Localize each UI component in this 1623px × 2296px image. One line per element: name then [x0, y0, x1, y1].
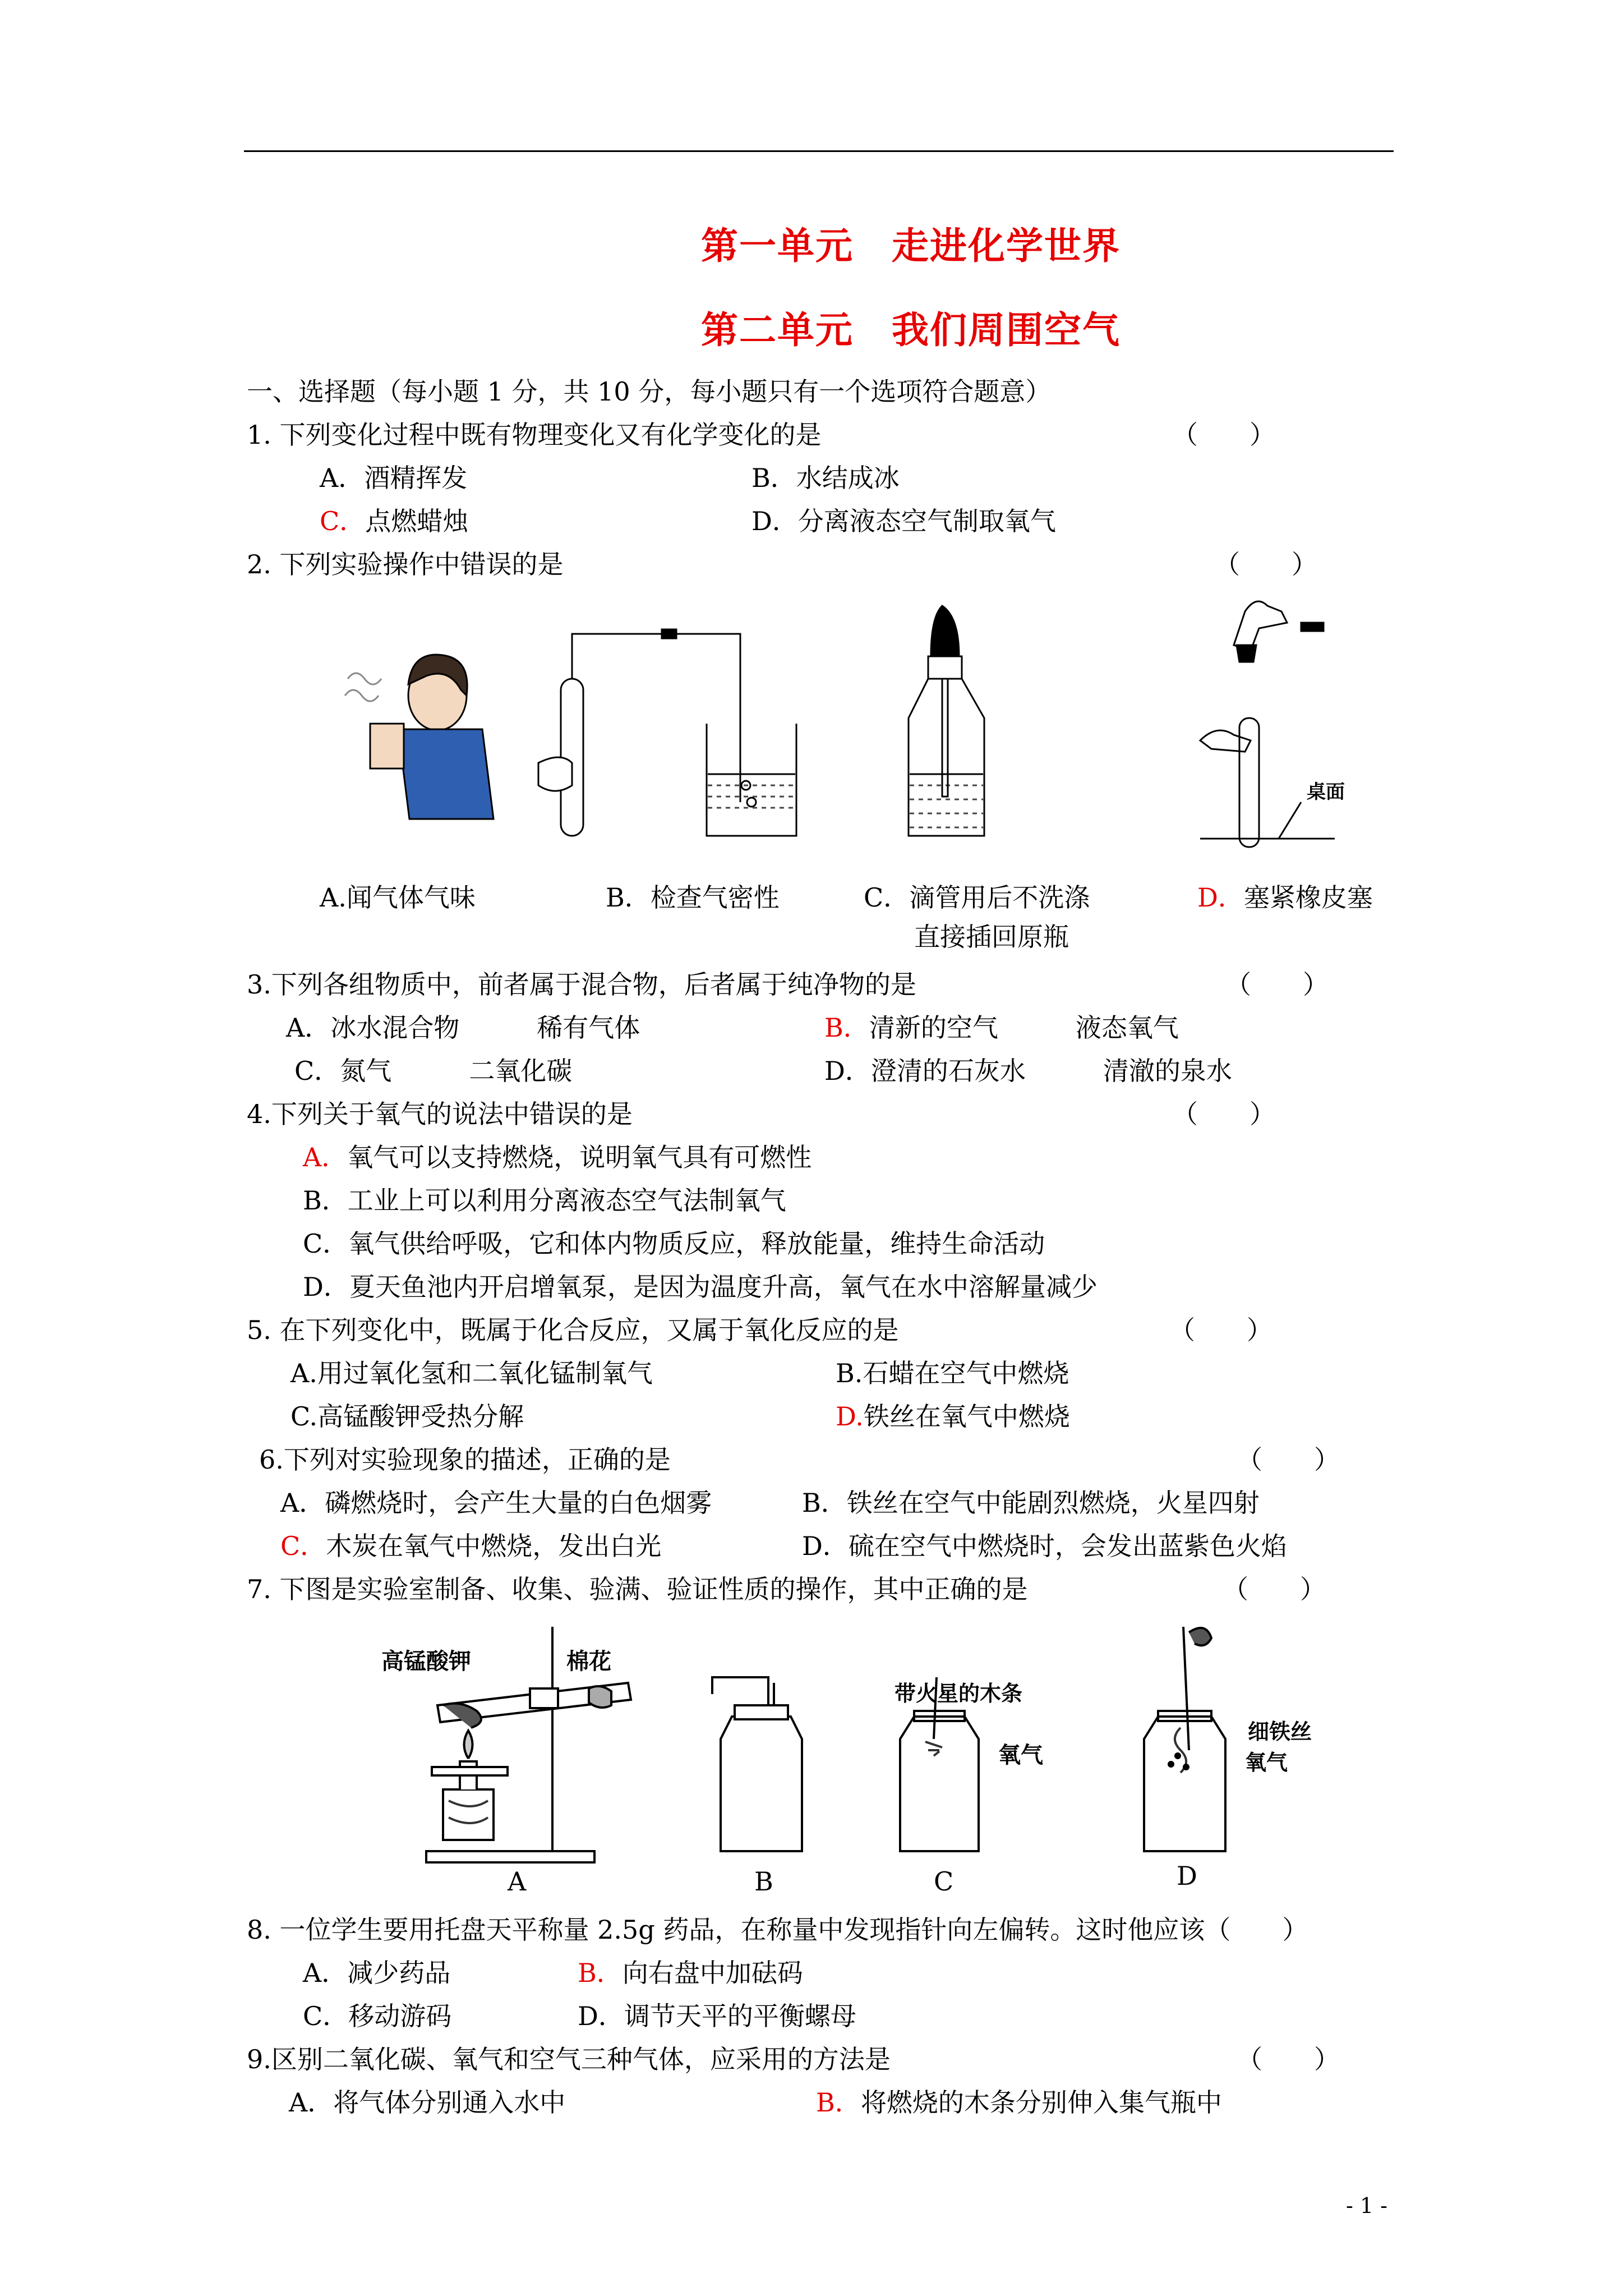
q1-answer-paren: （ ） [1172, 420, 1275, 450]
q2-option-d-mark: D． [1197, 882, 1244, 913]
q7-fig-b-bottle [712, 1677, 802, 1851]
q4-answer-paren: （ ） [1172, 1099, 1275, 1129]
q5-option-d [836, 1400, 1070, 1433]
q2-fig-desk-label: 桌面 [1307, 781, 1345, 803]
q8-option-d: D．调节天平的平衡螺母 [578, 2001, 856, 2031]
q4-option-b: B．工业上可以利用分离液态空气法制氧气 [303, 1185, 786, 1216]
q9-answer-paren: （ ） [1237, 2044, 1340, 2074]
q4-option-c: C．氧气供给呼吸，它和体内物质反应，释放能量，维持生命活动 [303, 1228, 1045, 1259]
q7-fig-splint-label: 带火星的木条 [895, 1681, 1023, 1706]
q1-option-c [320, 504, 468, 538]
q3-answer-paren: （ ） [1225, 969, 1329, 1000]
q5-option-d-mark: D. [836, 1401, 864, 1432]
q6-option-d: D．硫在空气中燃烧时，会发出蓝紫色火焰 [802, 1531, 1287, 1561]
q7-fig-wire-label: 细铁丝 [1248, 1719, 1312, 1744]
q7-fig-cotton-label: 棉花 [566, 1649, 611, 1674]
q3-option-c: C．氮气 二氧化碳 [294, 1056, 573, 1086]
q4-option-d: D．夏天鱼池内开启增氧泵，是因为温度升高，氧气在水中溶解量减少 [303, 1272, 1098, 1302]
q1-option-d: D．分离液态空气制取氧气 [751, 506, 1056, 536]
q8-option-b [578, 1956, 803, 1990]
q7-fig-o2-label: 氧气 [998, 1742, 1043, 1768]
q7-stem: 7. 下图是实验室制备、收集、验满、验证性质的操作，其中正确的是 [247, 1574, 1028, 1604]
q4-option-a [303, 1140, 811, 1174]
q1-option-c-mark: C． [320, 506, 366, 536]
header-rule [244, 150, 1394, 152]
q5-option-b: B.石蜡在空气中燃烧 [836, 1358, 1069, 1388]
q6-option-a: A．磷燃烧时，会产生大量的白色烟雾 [280, 1488, 712, 1518]
q4-stem: 4.下列关于氧气的说法中错误的是 [247, 1099, 633, 1129]
q7-answer-paren: （ ） [1223, 1574, 1326, 1604]
q2-option-c-line1: C．滴管用后不洗涤 [864, 882, 1090, 913]
q1-stem: 1. 下列变化过程中既有物理变化又有化学变化的是 [247, 420, 822, 450]
q3-option-a: A．冰水混合物 稀有气体 [286, 1013, 640, 1043]
q8-option-c: C．移动游码 [303, 2001, 452, 2031]
section-heading: 一、选择题（每小题 1 分，共 10 分，每小题只有一个选项符合题意） [247, 376, 1052, 407]
q7-fig-d-iron-wire [1144, 1627, 1225, 1851]
q2-option-d [1197, 881, 1373, 914]
q7-fig-label-a: A [508, 1866, 527, 1896]
q2-stem: 2. 下列实验操作中错误的是 [247, 549, 564, 579]
q6-stem: 6.下列对实验现象的描述，正确的是 [259, 1444, 671, 1475]
q2-option-a: A.闻气体气味 [320, 882, 476, 913]
q2-fig-a-child-smelling [345, 655, 494, 819]
q6-option-c [280, 1529, 661, 1563]
q5-answer-paren: （ ） [1169, 1315, 1272, 1345]
q5-option-a: A.用过氧化氢和二氧化锰制氧气 [291, 1358, 653, 1388]
q5-option-c: C.高锰酸钾受热分解 [291, 1401, 524, 1432]
unit1-title: 第一单元 走进化学世界 [701, 224, 1121, 268]
q6-option-c-text: 木炭在氧气中燃烧，发出白光 [326, 1531, 662, 1561]
q1-option-c-text: 点燃蜡烛 [365, 506, 469, 536]
q3-stem: 3.下列各组物质中，前者属于混合物，后者属于纯净物的是 [247, 969, 916, 1000]
q5-option-d-text: 铁丝在氧气中燃烧 [863, 1401, 1070, 1432]
q3-option-b-mark: B． [824, 1013, 869, 1043]
q2-fig-d-stopper [1200, 601, 1335, 847]
q8-option-b-text: 向右盘中加砝码 [622, 1958, 803, 1988]
q2-option-b: B．检查气密性 [606, 882, 780, 913]
q8-stem: 8. 一位学生要用托盘天平称量 2.5g 药品，在称量中发现指针向左偏转。这时他应该（ ） [247, 1915, 1308, 1945]
q9-option-a: A．将气体分别通入水中 [289, 2087, 566, 2118]
q8-option-b-mark: B． [578, 1958, 623, 1988]
q9-option-b-mark: B． [816, 2087, 861, 2118]
q4-option-a-mark: A． [303, 1142, 348, 1172]
q9-option-b-text: 将燃烧的木条分别伸入集气瓶中 [860, 2087, 1222, 2118]
q2-answer-paren: （ ） [1214, 549, 1317, 579]
q6-option-b: B．铁丝在空气中能剧烈燃烧，火星四射 [802, 1488, 1260, 1518]
page-number: - 1 - [1346, 2193, 1388, 2218]
q2-option-d-text: 塞紧橡皮塞 [1243, 882, 1373, 913]
q2-option-c-line2: 直接插回原瓶 [914, 922, 1069, 952]
q3-option-b-text: 清新的空气 液态氧气 [869, 1013, 1179, 1043]
q8-option-a: A．减少药品 [303, 1958, 451, 1988]
q2-fig-b-airtightness [538, 629, 796, 836]
q7-fig-kmno4-label: 高锰酸钾 [381, 1649, 471, 1674]
q9-stem: 9.区别二氧化碳、氧气和空气三种气体，应采用的方法是 [247, 2044, 891, 2074]
q9-option-b [816, 2086, 1222, 2119]
q2-fig-c-dropper-bottle [909, 606, 984, 836]
q6-answer-paren: （ ） [1237, 1444, 1340, 1475]
q6-option-c-mark: C． [280, 1531, 326, 1561]
q5-stem: 5. 在下列变化中，既属于化合反应，又属于氧化反应的是 [247, 1315, 899, 1345]
q4-option-a-text: 氧气可以支持燃烧，说明氧气具有可燃性 [347, 1142, 812, 1172]
q3-option-b [824, 1011, 1179, 1045]
q1-option-a: A．酒精挥发 [320, 463, 468, 493]
q7-fig-label-b: B [754, 1866, 773, 1896]
unit2-title: 第二单元 我们周围空气 [701, 308, 1121, 352]
q2-figure [314, 583, 1380, 853]
q7-fig-label-c: C [934, 1866, 954, 1896]
q7-fig-label-d: D [1177, 1861, 1197, 1891]
q7-figure [381, 1616, 1335, 1896]
q1-option-b: B．水结成冰 [751, 463, 900, 493]
q7-fig-o2b-label: 氧气 [1245, 1750, 1288, 1775]
q3-option-d: D．澄清的石灰水 清澈的泉水 [824, 1056, 1232, 1086]
